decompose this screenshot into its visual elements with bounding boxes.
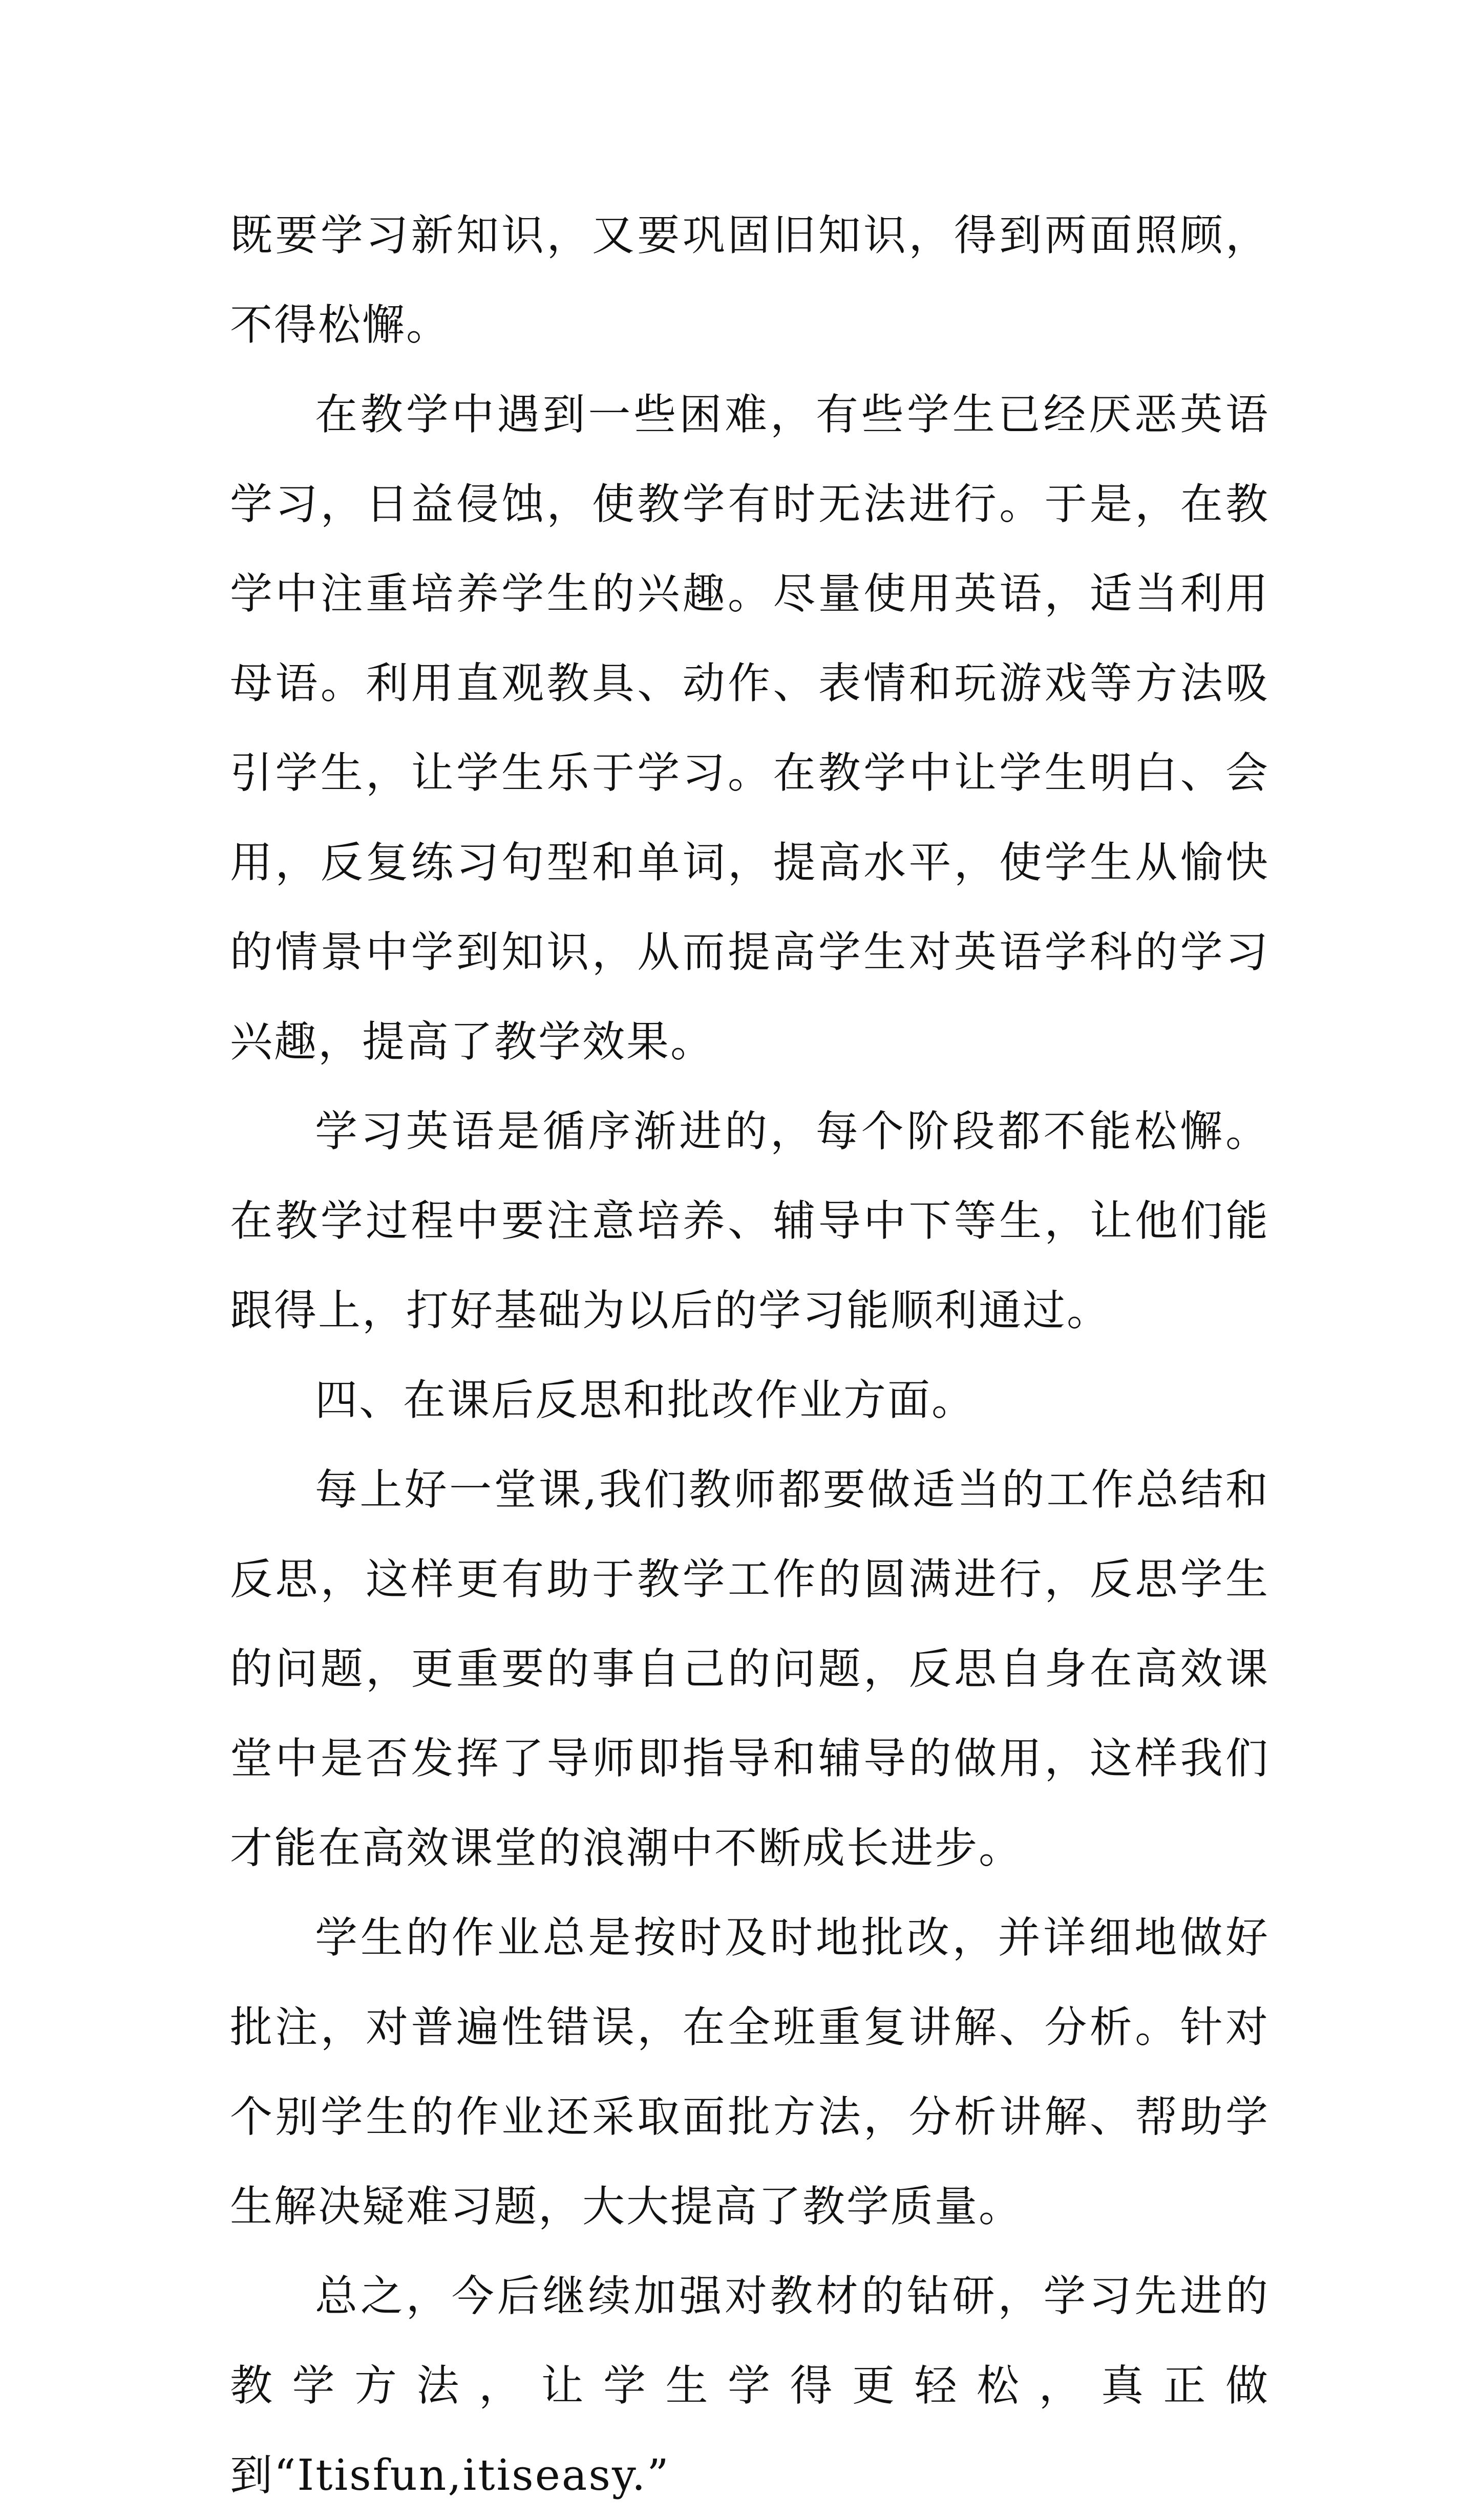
paragraph-conclusion: 总之，今后继续加强对教材的钻研，学习先进的教学方法，让学生学得更轻松，真正做到“Itisfun,itiseasy.” [230, 2271, 1269, 2500]
paragraph-teaching-difficulties: 在教学中遇到一些困难，有些学生已经厌恶英语学习，日益侵蚀，使教学有时无法进行。于是，在教学中注重培养学生的兴趣。尽量使用英语，适当利用母语。利用直观教具、动作、表情和玩游戏等方法吸引学生，让学生乐于学习。在教学中让学生明白、会用，反复练习句型和单词，提高水平，使学生从愉快的情景中学到知识，从而提高学生对英语学科的学习兴趣，提高了教学效果。 [230, 390, 1269, 1066]
paragraph-lesson-reflection: 每上好一堂课,我们教师都要做适当的工作总结和反思，这样更有助于教学工作的圆满进行，反思学生的问题，更重要的事自己的问题，反思自身在高效课堂中是否发挥了导师即指导和辅导的做用，这样我们才能在高效课堂的浪潮中不断成长进步。 [230, 1465, 1269, 1873]
document-body [230, 190, 1269, 2520]
paragraph-continuation: 既要学习新知识，又要巩固旧知识，得到两面照顾，不得松懈。 [230, 210, 1269, 350]
section-heading-reflection: 四、在课后反思和批改作业方面。 [315, 1375, 976, 1425]
paragraph-gradual-learning: 学习英语是循序渐进的，每个阶段都不能松懈。在教学过程中要注意培养、辅导中下等生，让他们能跟得上，打好基础为以后的学习能顺利通过。 [230, 1106, 1269, 1335]
paragraph-homework-correction: 学生的作业总是按时及时地批改，并详细地做好批注，对普遍性错误，在全班重复讲解、分析。针对个别学生的作业还采取面批方法，分析讲解、帮助学生解决疑难习题，大大提高了教学质量。 [230, 1913, 1269, 2231]
